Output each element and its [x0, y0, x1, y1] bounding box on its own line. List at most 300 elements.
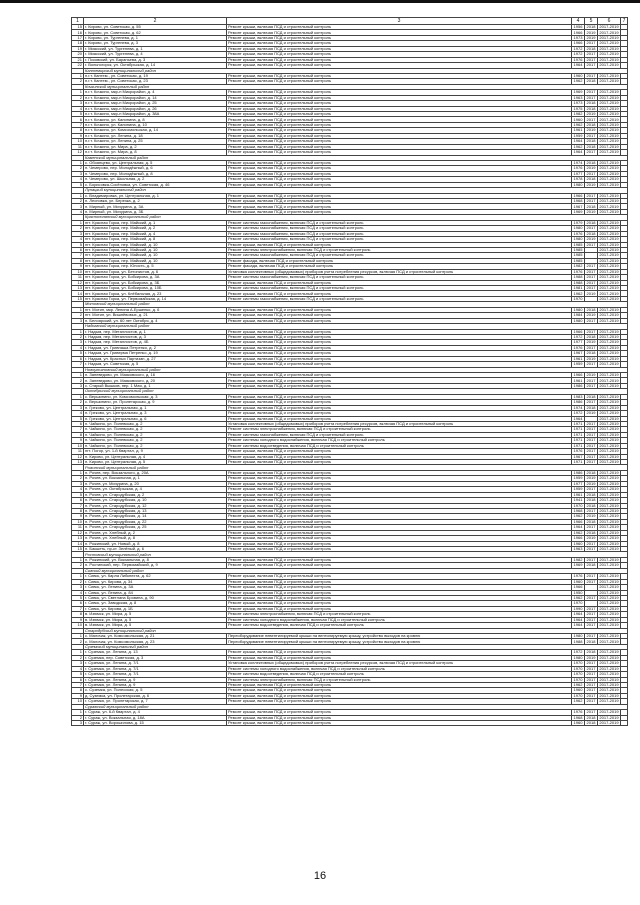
period-cell: 2017-2019 [599, 318, 619, 323]
row-number: 6 [72, 601, 84, 606]
period-cell: 2017-2019 [599, 600, 619, 606]
repair-year-cell: 2018 [585, 492, 598, 497]
work-type-cell: Ремонт системы водоотведения, включая ПСД и строительный контроль [227, 672, 572, 677]
row-number: 2 [72, 334, 84, 339]
address-cell: п. Рочев, ул. Стародубская, д. 25 [84, 525, 227, 530]
work-type-cell: Ремонт крыши, включая ПСД и строительный контроль [227, 715, 572, 720]
row-number: 13 [72, 536, 84, 541]
repair-year-cell: 2017 [585, 90, 598, 95]
address-cell: г. Надым, ул. Гривнаша Петренко, д. 2 [84, 345, 227, 350]
repair-year-cell: 2017 [585, 427, 598, 432]
address-cell: п. Греково, ул. Центральная, д. 6 [84, 416, 227, 421]
repair-year-cell: 2019 [585, 536, 598, 541]
address-cell: п.г.т. Кочкино, ул. Комсомольская, д. 14 [84, 128, 227, 133]
work-type-cell: Ремонт крыши, включая ПСД и строительный контроль [227, 209, 572, 214]
year-built-cell: 1977 [572, 340, 585, 345]
period-cell: 2017-2019 [599, 655, 619, 660]
repair-year-cell: 2019 [585, 476, 598, 481]
address-cell: пгт. Мотин, ул. Вишнёвовых, д. 21 [84, 313, 227, 318]
header-cell: 5 [585, 18, 598, 25]
address-cell: пгт. Красная Горка, ул. Бобкирова, д. 3Б [84, 280, 227, 285]
period-cell: 2017-2019 [599, 677, 619, 682]
work-type-cell: Переоборудование невентилируемой крыши на вентилируемую крышу, устройство выходов на кровлю [227, 634, 572, 639]
header-cell: 4 [572, 18, 585, 25]
repair-year-cell: 2019 [585, 166, 598, 171]
repair-year-cell: 2017 [585, 57, 598, 62]
repair-year-cell: 2017 [585, 449, 598, 454]
address-cell: г. Миасский, ул. Тургенева, д. 4 [84, 52, 227, 57]
address-cell: п. Рочев, ул. Стародубская, д. 10 [84, 498, 227, 503]
year-built-cell: 1973 [572, 101, 585, 106]
row-number: 17 [72, 35, 84, 40]
address-cell: пгт. Красная Горка, ул. Первомайская, д. 14 [84, 296, 227, 301]
repair-year-cell: 2018 [585, 405, 598, 410]
repair-year-cell: 2018 [585, 498, 598, 503]
repair-year-cell: 2018 [585, 101, 598, 106]
row-number: 2 [72, 199, 84, 204]
row-number: 1 [72, 307, 84, 312]
period-cell: 2017-2019 [599, 274, 619, 280]
period-cell: 2017-2019 [599, 486, 619, 492]
year-built-cell: 1971 [572, 432, 585, 437]
year-built-cell: 1962 [572, 530, 585, 535]
period-cell: 2017-2019 [599, 519, 619, 524]
row-number: 1 [72, 710, 84, 715]
repair-year-cell: 2019 [585, 373, 598, 378]
address-cell: пгт. Красная Горка, пер. Майский, д. 10 [84, 253, 227, 258]
year-built-cell: 1971 [572, 427, 585, 432]
row-number: 12 [72, 530, 84, 535]
address-cell: п.г.т. Кочкино, ул. Калинина, д. 10 [84, 122, 227, 127]
period-cell: 2017-2019 [599, 263, 619, 269]
address-cell: с. Обоянцево, ул. Центральная, д. 5 [84, 160, 227, 165]
repair-year-cell: 2017 [585, 677, 598, 682]
section-title: Лунацкий муниципальный район [84, 188, 628, 193]
year-built-cell: 1966 [572, 329, 585, 334]
address-cell: п. Рочев, ул. Стародубская, д. 13 [84, 508, 227, 513]
row-number: 8 [72, 258, 84, 263]
work-type-cell: Ремонт крыши, включая ПСД и строительный контроль [227, 63, 572, 68]
repair-year-cell: 2017 [585, 226, 598, 231]
year-built-cell: 1976 [572, 574, 585, 579]
work-type-cell: Ремонт крыши, включая ПСД и строительный контроль [227, 574, 572, 579]
year-built-cell: 1970 [572, 677, 585, 682]
period-cell: 2017-2019 [599, 149, 619, 155]
work-type-cell: Ремонт крыши, включая ПСД и строительный контроль [227, 557, 572, 562]
period-cell: 2017-2019 [599, 399, 619, 405]
address-cell: в. Изюмск, ул. Мира, д. 5 [84, 623, 227, 628]
period-cell: 2017-2019 [599, 481, 619, 486]
year-built-cell: 1959 [572, 476, 585, 481]
address-cell: п. Чемерово, пер. Молодёжный, д. 6 [84, 166, 227, 171]
row-number: 2 [72, 579, 84, 584]
work-type-cell: Ремонт крыши, включая ПСД и строительный контроль [227, 411, 572, 416]
address-cell: п. Рожинский, ул. Вокзальная, д. 8 [84, 557, 227, 562]
row-number: 2 [72, 95, 84, 100]
work-type-cell: Ремонт крыши, включая ПСД и строительный контроль [227, 90, 572, 95]
work-type-cell: Ремонт системы водоотведения, включая ПСД и строительный контроль [227, 443, 572, 448]
repair-year-cell: 2018 [585, 394, 598, 399]
year-built-cell: 1970 [572, 503, 585, 508]
year-built-cell: 1969 [572, 563, 585, 568]
year-built-cell: 1976 [572, 231, 585, 236]
work-type-cell: Ремонт крыши, включая ПСД и строительный контроль [227, 655, 572, 660]
row-number: 1 [72, 650, 84, 655]
year-built-cell: 1966 [572, 519, 585, 524]
row-number: 7 [72, 682, 84, 687]
address-cell: пгт. Красная Горка, пер. Юность, д. 5 [84, 264, 227, 269]
repair-year-cell: 2018 [585, 79, 598, 84]
repair-year-cell: 2019 [585, 35, 598, 40]
year-built-cell: 1963 [572, 547, 585, 552]
address-cell: с. Владимировка, ул. Центральная, д. 1 [84, 193, 227, 198]
repair-year-cell: 2017 [585, 699, 598, 704]
year-built-cell: 1988 [572, 280, 585, 285]
repair-year-cell: 2018 [585, 106, 598, 111]
address-cell: п. Чайкино, ул. Полевская, д. 2 [84, 427, 227, 432]
address-cell: п. Чемерово, ул. Школьная, д. 2 [84, 177, 227, 182]
work-type-cell: Ремонт крыши, включая ПСД и строительный контроль [227, 35, 572, 40]
year-built-cell: 1970 [572, 661, 585, 666]
row-number: 3 [72, 405, 84, 410]
work-type-cell: Ремонт крыши, включая ПСД и строительный контроль [227, 373, 572, 378]
work-type-cell: Ремонт крыши, включая ПСД и строительный контроль [227, 171, 572, 176]
row-number: 9 [72, 133, 84, 138]
repair-year-cell: 2018 [585, 530, 598, 535]
work-type-cell: Ремонт крыши, включая ПСД и строительный контроль [227, 182, 572, 187]
row-number: 20 [72, 52, 84, 57]
row-number: 1 [72, 193, 84, 198]
repair-year-cell: 2017 [585, 525, 598, 530]
year-built-cell: 1980 [572, 307, 585, 312]
address-cell: п. Чайкино, ул. Полевская, д. 2 [84, 443, 227, 448]
work-type-cell: Ремонт крыши, включая ПСД и строительный контроль [227, 503, 572, 508]
row-number: 21 [72, 57, 84, 62]
table-row [72, 721, 628, 726]
work-type-cell: Ремонт системы холодного водоснабжения, включая ПСД и строительный контроль [227, 617, 572, 622]
address-cell: г. Сивск, ул. Кирова, д. 1Б [84, 606, 227, 611]
year-built-cell: 1986 [572, 400, 585, 405]
period-cell: 2017-2019 [599, 269, 619, 274]
section-title: Каменский муниципальный район [84, 155, 628, 160]
period-cell: 2017-2019 [599, 622, 619, 628]
section-title: Кантемирский муниципальный район [84, 68, 628, 73]
repair-year-cell: 2017 [585, 41, 598, 46]
address-cell: пгт. Красная Горка, ул. Клёбальная, д. 23 [84, 291, 227, 296]
work-type-cell: Ремонт крыши, включая ПСД и строительный контроль [227, 693, 572, 698]
address-cell: пгт. Красная Горка, пер. Майский, д. 10 [84, 247, 227, 252]
work-type-cell: Ремонт крыши, включая ПСД и строительный контроль [227, 585, 572, 590]
year-built-cell: 1964 [572, 612, 585, 617]
period-cell: 2017-2019 [599, 40, 619, 46]
work-type-cell: Ремонт крыши, включая ПСД и строительный контроль [227, 128, 572, 133]
period-cell: 2017-2019 [599, 410, 619, 416]
period-cell: 2017-2019 [599, 426, 619, 432]
address-cell: г. Сураж, ул. 6-й Квартал, д. 4 [84, 710, 227, 715]
repair-year-cell: 2017 [585, 52, 598, 57]
year-built-cell: 1971 [572, 421, 585, 426]
address-cell: с. Суземка, ул. Полесская, д. 5 [84, 688, 227, 693]
work-type-cell: Ремонт крыши, включая ПСД и строительный контроль [227, 547, 572, 552]
address-cell: п.г.т. Кочкино, ул. Ленина, д. 25 [84, 139, 227, 144]
period-cell: 2017-2019 [599, 535, 619, 541]
work-type-cell: Ремонт крыши, включая ПСД и строительный контроль [227, 601, 572, 606]
period-cell: 2017-2019 [599, 383, 619, 388]
year-built-cell: 1960 [572, 688, 585, 693]
year-built-cell: 1968 [572, 508, 585, 513]
year-built-cell: 1964 [572, 623, 585, 628]
address-cell: г. Кирово, ул. Тургенева, д. 3 [84, 41, 227, 46]
address-cell: п. Рочев, ул. Вокзальная, д. 1 [84, 476, 227, 481]
repair-year-cell: 2017 [585, 133, 598, 138]
period-cell: 2017-2019 [599, 312, 619, 318]
row-number: 3 [72, 318, 84, 323]
work-type-cell: Ремонт крыши, включая ПСД и строительный контроль [227, 177, 572, 182]
period-cell: 2017-2019 [599, 78, 619, 84]
row-number: 5 [72, 112, 84, 117]
address-cell: г. Сивск, ул. Светлана Бровина, д. 90 [84, 595, 227, 600]
repair-year-cell: 2017 [585, 688, 598, 693]
repair-year-cell: 2017 [585, 487, 598, 492]
address-cell: п. Рочев, ул. Хлебный, д. 8 [84, 536, 227, 541]
work-type-cell: Ремонт крыши, включая ПСД и строительный контроль [227, 193, 572, 198]
period-cell: 2017-2019 [599, 225, 619, 231]
repair-year-cell: 2018 [585, 503, 598, 508]
period-cell: 2017-2019 [599, 203, 619, 209]
year-built-cell: 1961 [572, 356, 585, 361]
year-built-cell: 1985 [572, 242, 585, 247]
row-number: 2 [72, 400, 84, 405]
year-built-cell: 1972 [572, 411, 585, 416]
row-number: 6 [72, 498, 84, 503]
period-cell: 2017-2019 [599, 579, 619, 584]
work-type-cell: Ремонт крыши, включая ПСД и строительный контроль [227, 106, 572, 111]
repair-year-cell: 2018 [585, 177, 598, 182]
row-number: 16 [72, 30, 84, 35]
section-title: Краснополянский муниципальный район [84, 215, 628, 220]
work-type-cell: Ремонт крыши, включая ПСД и строительный контроль [227, 590, 572, 595]
repair-year-cell: 2017 [585, 95, 598, 100]
repair-year-cell: 2017 [585, 171, 598, 176]
year-built-cell: 1976 [572, 345, 585, 350]
address-cell: г. Кирово, ул. Тургенева, д. 1 [84, 35, 227, 40]
work-type-cell: Ремонт крыши, включая ПСД и строительный контроль [227, 530, 572, 535]
row-number: 9 [72, 514, 84, 519]
repair-year-cell: 2017 [585, 421, 598, 426]
header-row [72, 18, 628, 25]
period-cell: 2017-2019 [599, 334, 619, 339]
period-cell: 2017-2019 [599, 62, 619, 68]
repair-year-cell: 2017 [585, 547, 598, 552]
address-cell: с. Вершинино, ул. Пролетарская, д. 9 [84, 400, 227, 405]
work-type-cell: Ремонт крыши, включая ПСД и строительный контроль [227, 383, 572, 388]
repair-year-cell: 2017 [585, 623, 598, 628]
row-number: 18 [72, 41, 84, 46]
year-built-cell: 1990 [572, 606, 585, 611]
period-cell: 2017-2019 [599, 557, 619, 562]
period-cell: 2017-2019 [599, 720, 619, 726]
period-cell: 2017-2019 [599, 503, 619, 508]
address-cell: п. Рочев, ул. Стародубская, д. 14 [84, 514, 227, 519]
repair-year-cell: 2018 [585, 139, 598, 144]
year-built-cell: 1971 [572, 460, 585, 465]
year-built-cell: 1962 [572, 144, 585, 149]
year-built-cell: 1974 [572, 405, 585, 410]
repair-year-cell: 2019 [585, 411, 598, 416]
address-cell: д. Суземка, ул. Пролетарская, д. 6 [84, 693, 227, 698]
address-cell: с. Малочак, ул. Комсомольская, д. 23 [84, 639, 227, 644]
row-number: 5 [72, 595, 84, 600]
year-built-cell: 1976 [572, 166, 585, 171]
address-cell: п. Мирный, ул. Мичурина, д. 3А [84, 204, 227, 209]
work-type-cell: Ремонт крыши, включая ПСД и строительный контроль [227, 46, 572, 51]
repair-year-cell: 2019 [585, 128, 598, 133]
year-built-cell: 1966 [572, 373, 585, 378]
period-cell: 2017-2019 [599, 638, 619, 644]
period-cell: 2017-2019 [599, 89, 619, 95]
period-cell: 2017-2019 [599, 595, 619, 600]
year-built-cell: 1962 [572, 122, 585, 127]
period-cell: 2017-2019 [599, 106, 619, 111]
row-number: 11 [72, 449, 84, 454]
row-number: 3 [72, 721, 84, 726]
work-type-cell: Ремонт крыши, включая ПСД и строительный контроль [227, 166, 572, 171]
period-cell: 2017-2019 [599, 247, 619, 252]
row-number: 1 [72, 574, 84, 579]
year-built-cell: 1976 [572, 269, 585, 274]
period-cell: 2017-2019 [599, 443, 619, 448]
period-cell: 2017-2019 [599, 405, 619, 410]
period-cell: 2017-2019 [599, 421, 619, 426]
row-number: 4 [72, 209, 84, 214]
work-type-cell: Ремонт системы газоснабжения, включая ПСД и строительный контроль [227, 296, 572, 301]
period-cell: 2017-2019 [599, 590, 619, 595]
address-cell: пгт. Красная Горка, пер. Майский, д. 2 [84, 226, 227, 231]
work-type-cell: Ремонт крыши, включая ПСД и строительный контроль [227, 52, 572, 57]
period-cell: 2017-2019 [599, 57, 619, 62]
repair-year-cell: 2017 [585, 269, 598, 274]
work-type-cell: Ремонт крыши, включая ПСД и строительный контроль [227, 481, 572, 486]
row-number: 7 [72, 362, 84, 367]
row-number: 7 [72, 427, 84, 432]
year-built-cell: 1983 [572, 394, 585, 399]
address-cell: п. Рочев, ул. Стародубская, д. 2 [84, 492, 227, 497]
row-number: 13 [72, 286, 84, 291]
year-built-cell: 1966 [572, 30, 585, 35]
work-type-cell: Ремонт крыши, включая ПСД и строительный контроль [227, 73, 572, 78]
period-cell: 2017-2019 [599, 182, 619, 187]
section-title: Суземский муниципальный район [84, 644, 628, 649]
repair-year-cell: 2017 [585, 150, 598, 155]
period-cell: 2017-2019 [599, 573, 619, 579]
repair-year-cell: 2018 [585, 650, 598, 655]
year-built-cell: 1967 [572, 351, 585, 356]
row-number: 2 [72, 715, 84, 720]
table-body [72, 18, 628, 726]
work-type-cell: Установка коллективных (общедомовых) приборов учета потребления ресурсов, включая ПСД и строительный контроль [227, 661, 572, 666]
address-cell: г. Сивск, ул. Карла Либкнехта, д. 62 [84, 574, 227, 579]
period-cell: 2017-2019 [599, 73, 619, 78]
address-cell: г. Сивск, ул. Ленина, д. 84 [84, 590, 227, 595]
year-built-cell: 1964 [572, 150, 585, 155]
period-cell: 2017-2019 [599, 133, 619, 138]
work-type-cell: Ремонт крыши, включая ПСД и строительный контроль [227, 514, 572, 519]
row-number: 5 [72, 351, 84, 356]
address-cell: г. Сивск, ул. Заводская, д. 8 [84, 601, 227, 606]
work-type-cell: Ремонт крыши, включая ПСД и строительный контроль [227, 487, 572, 492]
work-type-cell: Установка коллективных (общедомовых) приборов учета потребления ресурсов, включая ПСД и строительный контроль [227, 269, 572, 274]
row-number: 11 [72, 275, 84, 280]
year-built-cell: 1960 [572, 541, 585, 546]
work-type-cell: Ремонт системы холодного водоснабжения, включая ПСД и строительный контроль [227, 666, 572, 671]
repair-year-cell: 2017 [585, 345, 598, 350]
period-cell: 2017-2019 [599, 138, 619, 144]
period-cell: 2017-2019 [599, 432, 619, 437]
period-cell: 2017-2019 [599, 122, 619, 127]
year-built-cell: 1960 [572, 579, 585, 584]
year-built-cell: 1986 [572, 383, 585, 388]
year-built-cell: 1966 [572, 41, 585, 46]
year-built-cell: 1978 [572, 177, 585, 182]
address-cell: п. Рочев, ул. Мичурина, д. 20 [84, 481, 227, 486]
repair-year-cell: 2018 [585, 721, 598, 726]
period-cell: 2017-2019 [599, 29, 619, 35]
work-type-cell: Ремонт крыши, включая ПСД и строительный контроль [227, 57, 572, 62]
address-cell: г. Надым, ул. Красных Партизан, д. 27 [84, 356, 227, 361]
row-number: 10 [72, 519, 84, 524]
work-type-cell: Ремонт крыши, включая ПСД и строительный контроль [227, 318, 572, 323]
row-number: 5 [72, 416, 84, 421]
repair-year-cell: 2017 [585, 541, 598, 546]
row-number: 2 [72, 226, 84, 231]
year-built-cell: 1977 [572, 481, 585, 486]
address-cell: с. Старый Вышков, пер. 1 Мая, д. 1 [84, 383, 227, 388]
work-type-cell: Ремонт крыши, включая ПСД и строительный контроль [227, 362, 572, 367]
row-number: 12 [72, 280, 84, 285]
row-number: 9 [72, 693, 84, 698]
period-cell: 2017-2019 [599, 51, 619, 57]
row-number: 3 [72, 340, 84, 345]
year-built-cell: 1967 [572, 204, 585, 209]
work-type-cell: Ремонт системы газоснабжения, включая ПСД и строительный контроль [227, 253, 572, 258]
year-built-cell: 1963 [572, 95, 585, 100]
work-type-cell: Ремонт крыши, включая ПСД и строительный контроль [227, 460, 572, 465]
period-cell: 2017-2019 [599, 100, 619, 106]
period-cell: 2017-2019 [599, 508, 619, 513]
work-type-cell: Ремонт системы водоотведения, включая ПСД и строительный контроль [227, 623, 572, 628]
repair-year-cell: 2017 [585, 454, 598, 459]
year-built-cell: 1959 [572, 133, 585, 138]
period-cell: 2017-2019 [599, 252, 619, 258]
address-cell: г. Надым, ул. Советская, д. 5 [84, 362, 227, 367]
period-cell: 2017-2019 [599, 394, 619, 399]
period-cell: 2017-2019 [599, 546, 619, 552]
address-cell: с. Борисовка-Сосёновка, ул. Советская, д. 46 [84, 182, 227, 187]
year-built-cell: 1977 [572, 171, 585, 176]
address-cell: п.г.т. Кочкино, ул. Мира, д. 8 [84, 150, 227, 155]
work-type-cell: Ремонт крыши, включая ПСД и строительный контроль [227, 334, 572, 339]
section-title: Суражский муниципальный район [84, 704, 628, 709]
address-cell: с. Малочак, ул. Комсомольская, д. 21 [84, 634, 227, 639]
period-cell: 2017-2019 [599, 171, 619, 176]
header-cell: 2 [84, 18, 227, 25]
row-number: 2 [72, 378, 84, 383]
row-number: 3 [72, 481, 84, 486]
work-type-cell: Ремонт крыши, включая ПСД и строительный контроль [227, 699, 572, 704]
period-cell: 2017-2019 [599, 46, 619, 51]
period-cell: 2017-2019 [599, 377, 619, 383]
year-built-cell: 1982 [572, 264, 585, 269]
